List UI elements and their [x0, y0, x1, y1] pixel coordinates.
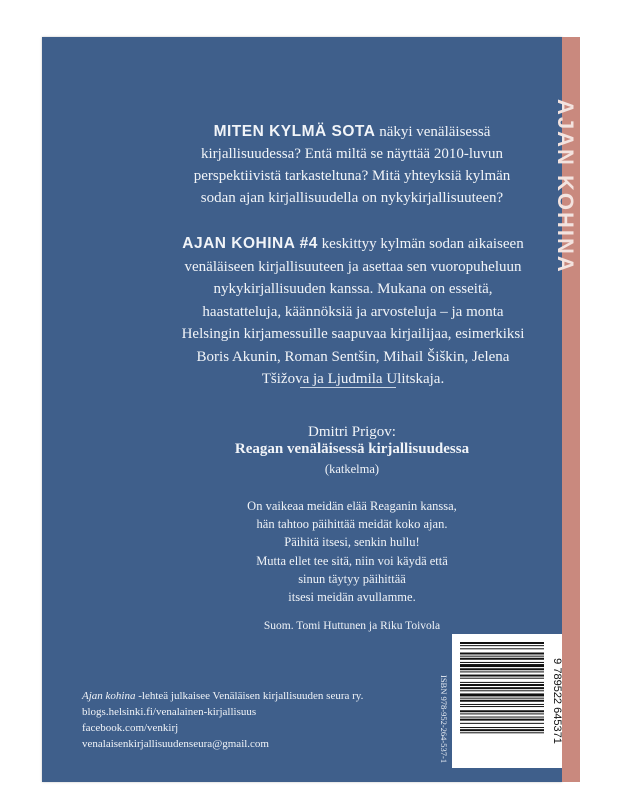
barcode-bar: [460, 717, 544, 718]
poem-line: sinun täytyy päihittää: [298, 571, 406, 586]
barcode-bar: [460, 732, 544, 733]
barcode-graphic: [452, 634, 562, 768]
barcode-bar: [460, 719, 544, 721]
excerpt-author: Dmitri Prigov:: [308, 424, 396, 440]
barcode-bar: [460, 678, 544, 679]
publisher-line: [82, 688, 363, 704]
barcode-bar: [460, 668, 544, 670]
email-address: venalaisenkirjallisuudenseura@gmail.com: [82, 738, 269, 750]
poem-line: Päihitä itsesi, senkin hullu!: [284, 535, 420, 550]
barcode-bar: [460, 727, 544, 728]
excerpt-subtitle: (katkelma): [324, 462, 380, 476]
facebook-url: facebook.com/venkirj: [82, 722, 179, 734]
isbn-number: ISBN 978-952-264-537-1: [439, 675, 449, 764]
excerpt-title: Reagan venäläisessä kirjallisuudessa: [234, 441, 470, 457]
poem: [202, 497, 502, 606]
publisher-text: -lehteä julkaisee Venäläisen kirjallisuuden seura ry.: [135, 690, 364, 702]
barcode-bar: [460, 658, 544, 660]
poem-line: Mutta ellet tee sitä, niin voi käydä että: [256, 553, 448, 568]
poem-line: itsesi meidän avullamme.: [288, 590, 416, 605]
barcode-bar: [460, 729, 544, 731]
barcode-bar: [460, 698, 544, 699]
spine-title: AJAN KOHINA: [553, 99, 578, 274]
barcode-bar: [460, 687, 544, 689]
barcode-bar: [460, 671, 544, 672]
footer-info: [82, 688, 363, 752]
description-paragraph: [180, 233, 526, 391]
barcode-digits: 9 789522 645371: [551, 658, 563, 744]
barcode-bar: [460, 713, 544, 714]
barcode-bar: [460, 653, 544, 655]
description-lead: AJAN KOHINA #4: [182, 235, 318, 252]
barcode: [452, 634, 562, 768]
barcode-bar: [460, 648, 544, 649]
barcode-bar: [460, 704, 544, 705]
barcode-bar: [460, 642, 544, 644]
barcode-bar: [460, 690, 544, 691]
barcode-bar: [460, 693, 544, 696]
barcode-bar: [460, 723, 544, 724]
barcode-bar: [460, 664, 544, 667]
barcode-bar: [460, 675, 544, 677]
poem-line: hän tahtoo päihittää meidät koko ajan.: [256, 517, 448, 532]
barcode-bar: [460, 684, 544, 686]
intro-lead: MITEN KYLMÄ SOTA: [213, 123, 376, 140]
barcode-bar: [460, 656, 544, 657]
barcode-bar: [460, 700, 544, 702]
barcode-bar: [460, 706, 544, 707]
barcode-bar: [460, 645, 544, 646]
divider: [300, 387, 396, 388]
barcode-bar: [460, 682, 544, 683]
barcode-bar: [460, 662, 544, 663]
intro-paragraph: [182, 121, 522, 209]
intro-text: näkyi venäläisessä kirjallisuudessa? Entä miltä se näyttää 2010-luvun perspektiivistä tarkasteltuna? Mitä yhteyksiä kylmän sodan ajan kirjallisuudella on nykykirjallisuuteen?: [193, 124, 511, 206]
description-text: keskittyy kylmän sodan aikaiseen venäläiseen kirjallisuuteen ja asettaa sen vuoropuheluun nykykirjallisuuden kanssa. Mukana on esseitä, haastatteluja, käännöksiä ja arvosteluja – ja monta Helsingin kirjamessuille saapuvaa kirjailijaa, esimerkiksi Boris Akunin, Roman Sentšin, Mihail Šiškin, Jelena Tšižova ja Ljudmila Ulitskaja.: [181, 236, 525, 387]
journal-name: Ajan kohina: [82, 690, 136, 702]
blog-url: blogs.helsinki.fi/venalainen-kirjallisuus: [82, 706, 257, 718]
barcode-bar: [460, 710, 544, 712]
translator-credit: Suom. Tomi Huttunen ja Riku Toivola: [263, 620, 441, 632]
poem-line: On vaikeaa meidän elää Reaganin kanssa,: [247, 499, 457, 513]
